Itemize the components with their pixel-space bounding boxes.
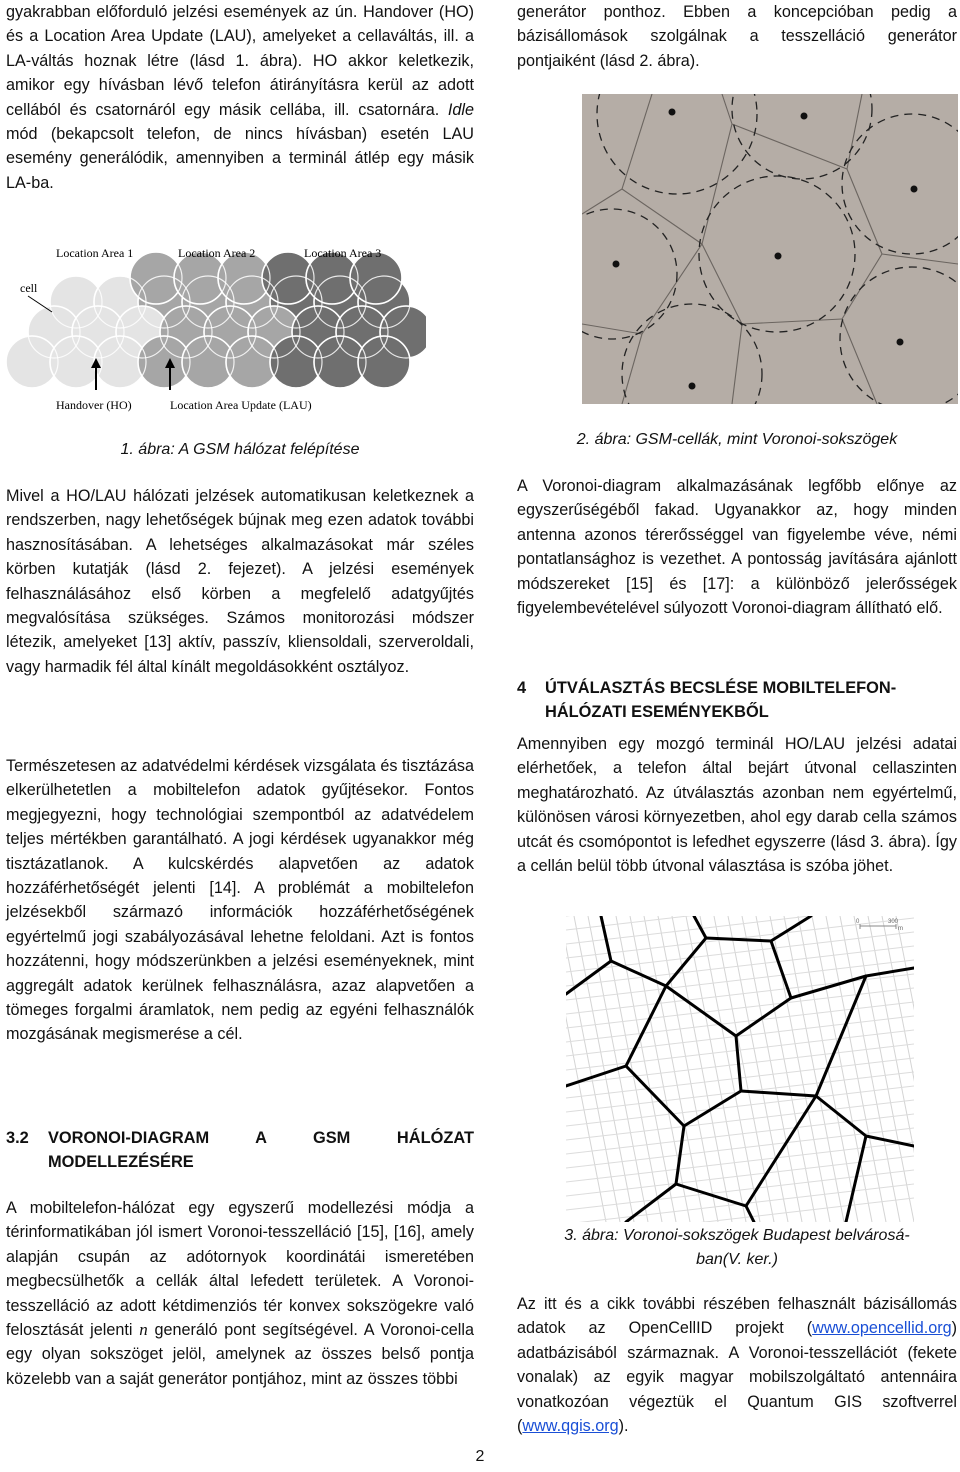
- paragraph-voronoi-a: A mobiltelefon-hálózat egy egyszerű modellezési módja a térinformatikában jól ismert Voronoi-tesszelláció [15], [16], amely alapján csupán az adótornyok koordinátái ismeretében megbecsülhetők a cellák által lefedett területek. A Voronoi-tesszelláció az adott kétdimenziós tér konvex sokszögekre való felosztását jelenti: [6, 1199, 474, 1340]
- figure-2-voronoi-cells: [582, 94, 958, 404]
- paragraph-intro-text: gyakrabban előforduló jelzési események az ún. Handover (HO) és a Location Area Update (LAU), amelyeket a cellaváltás, ill. a LA-váltás hoznak létre (lásd 1. ábra). HO akkor keletkezik, amikor egy hívásban lévő telefon átirányításra kerül az adott cellából és csatornáról egy másik cellába, ill. csatornára.: [6, 3, 474, 119]
- label-handover: Handover (HO): [56, 398, 132, 412]
- paragraph-monitoring: Mivel a HO/LAU hálózati jelzések automatikusan keletkeznek a rendszerben, nagy lehetőségek bújnak meg ezen adatok további hasznosításában. A lehetséges alkalmazásokat már széles körben kutatják (lásd 2. fejezet). A jelzési események felhasználásához első körben a megfelelő adatgyűjtés megvalósítása szükséges. Számos monitorozási módszer létezik, amelyeket [13] aktív, passzív, kliensoldali, szerveroldali, vagy harmadik fél által kínált megoldásokként osztályoz.: [6, 487, 474, 676]
- right-column: [517, 0, 957, 73]
- label-location-area-2: Location Area 2: [178, 246, 256, 260]
- scale-label-m: m: [898, 926, 903, 932]
- base-station-dot: [689, 383, 696, 390]
- opencellid-link[interactable]: www.opencellid.org: [812, 1319, 952, 1338]
- figure-3-caption: [517, 1224, 957, 1272]
- section-number-4: 4: [517, 679, 527, 697]
- paragraph-data-source: [517, 1292, 957, 1438]
- scale-label-300: 300: [888, 919, 899, 925]
- figure-2-caption: 2. ábra: GSM-cellák, mint Voronoi-sokszögek: [576, 431, 898, 448]
- paragraph-privacy: Természetesen az adatvédelmi kérdések vizsgálata és tisztázása elkerülhetetlen a mobiltelefon adatok gyűjtésekor. Fontos megjegyezni, hogy technológiai szempontból az adatvédelem teljes mértékben garantálható. A jogi kérdések ugyanakkor még tisztázatlanok. A kulcskérdés alapvetően az adatok hozzáférhetőségét jelenti [14]. A problémát a mobiltelefon jelzésekből származó információk hozzáférhetőségének egyértelmű jogi szabályozásával lehetne feloldani. Azt is fontos hozzátenni, hogy módszerünkben a jelzési eseményeknek, mint aggregált adatok kerülnek felhasználásra, azaz alapvetően a tömeges forgalmi áramlatok, nem pedig az egyéni felhasználók mozgásának megismerése a cél.: [6, 757, 474, 1044]
- paragraph-data-source-c: ).: [618, 1417, 629, 1436]
- figure-1-caption: 1. ábra: A GSM hálózat felépítése: [120, 441, 360, 458]
- paragraph-data-source-b: ) adatbázisából származnak. A Voronoi-tesszellációt (fekete vonalak) az egyik magyar mobilszolgáltató antennáira vonatkozóan végeztük el Quantum GIS szoftverrel (: [517, 1319, 957, 1436]
- figure-1-gsm-network: [6, 240, 426, 416]
- paragraph-voronoi: [6, 1196, 474, 1391]
- left-column: [6, 0, 474, 195]
- label-location-area-1: Location Area 1: [56, 246, 134, 260]
- section-4-title-line1: ÚTVÁLASZTÁS BECSLÉSE MOBILTELEFON-: [545, 679, 897, 697]
- section-4-heading: [517, 676, 957, 724]
- section-3-2-line1: [6, 1126, 474, 1150]
- paragraph-data-source-a: Az itt és a cikk további részében felhasznált bázisállomás adatok az OpenCellID projekt (: [517, 1295, 957, 1338]
- section-3-2-heading: [6, 1126, 474, 1174]
- base-station-dot: [775, 253, 782, 260]
- paragraph-voronoi-advantage: A Voronoi-diagram alkalmazásának legfőbb előnye az egyszerűségéből fakad. Ugyanakkor az, hogy minden antenna azonos térerősséggel van figyelembe véve, némi pontatlansághoz is vezethet. A pontosság javítására ajánlott módszereket [15] és [17]: a különböző jelerősségek figyelembevételével súlyozott Voronoi-diagram állítható elő.: [517, 477, 957, 618]
- figure-3-caption-line1: 3. ábra: Voronoi-sokszögek Budapest belvárosá-: [564, 1227, 910, 1244]
- section-number: 3.2: [6, 1129, 29, 1147]
- figure-3-budapest-voronoi: [566, 916, 914, 1222]
- section-4-line1: [517, 676, 957, 700]
- page-number: 2: [475, 1448, 485, 1465]
- section-4-title-line2: HÁLÓZATI ESEMÉNYEKBŐL: [545, 703, 769, 721]
- base-station-dot: [911, 186, 918, 193]
- label-lau: Location Area Update (LAU): [170, 398, 312, 412]
- paragraph-intro-tail: mód (bekapcsolt telefon, de nincs hívásban) esetén LAU esemény generálódik, amennyiben a terminál átlép egy másik LA-ba.: [6, 125, 474, 192]
- qgis-link[interactable]: www.qgis.org: [522, 1417, 619, 1436]
- base-station-dot: [613, 261, 620, 268]
- variable-n: n: [139, 1320, 148, 1340]
- base-station-dot: [669, 109, 676, 116]
- label-cell: cell: [20, 281, 38, 295]
- figure-3-caption-line2: ban(V. ker.): [696, 1251, 778, 1268]
- paragraph-voronoi-b: generáló pont segítségével. A Voronoi-cella egy olyan sokszöget jelöl, amelynek az összes belső pontja közelebb van a saját generátor pontjához, mint az összes többi: [6, 1321, 474, 1388]
- base-station-dot: [897, 339, 904, 346]
- paragraph-generator: generátor ponthoz. Ebben a koncepcióban pedig a bázisállomások szolgálnak a tesszelláció generátor pontjaiként (lásd 2. ábra).: [517, 3, 957, 70]
- section-title-line2: MODELLEZÉSÉRE: [48, 1153, 194, 1171]
- idle-term: Idle: [447, 100, 475, 119]
- figure-2-background: [582, 94, 958, 404]
- scale-label-0: 0: [856, 919, 860, 925]
- paragraph-intro: [6, 0, 474, 195]
- location-area-cells: [6, 252, 426, 388]
- section-title-line1: VORONOI-DIAGRAM A GSM HÁLÓZAT: [48, 1129, 474, 1147]
- label-location-area-3: Location Area 3: [304, 246, 382, 260]
- paragraph-routing: Amennyiben egy mozgó terminál HO/LAU jelzési adatai elérhetőek, a telefon által bejárt útvonal cellaszinten meghatározható. Az útválasztás azonban nem egyértelmű, különösen városi környezetben, ahol egy darab cella számos utcát és csomópontot is lefedhet egyszerre (lásd 3. ábra). Így a cellán belül több útvonal választása is szóba jöhet.: [517, 735, 957, 876]
- base-station-dot: [801, 113, 808, 120]
